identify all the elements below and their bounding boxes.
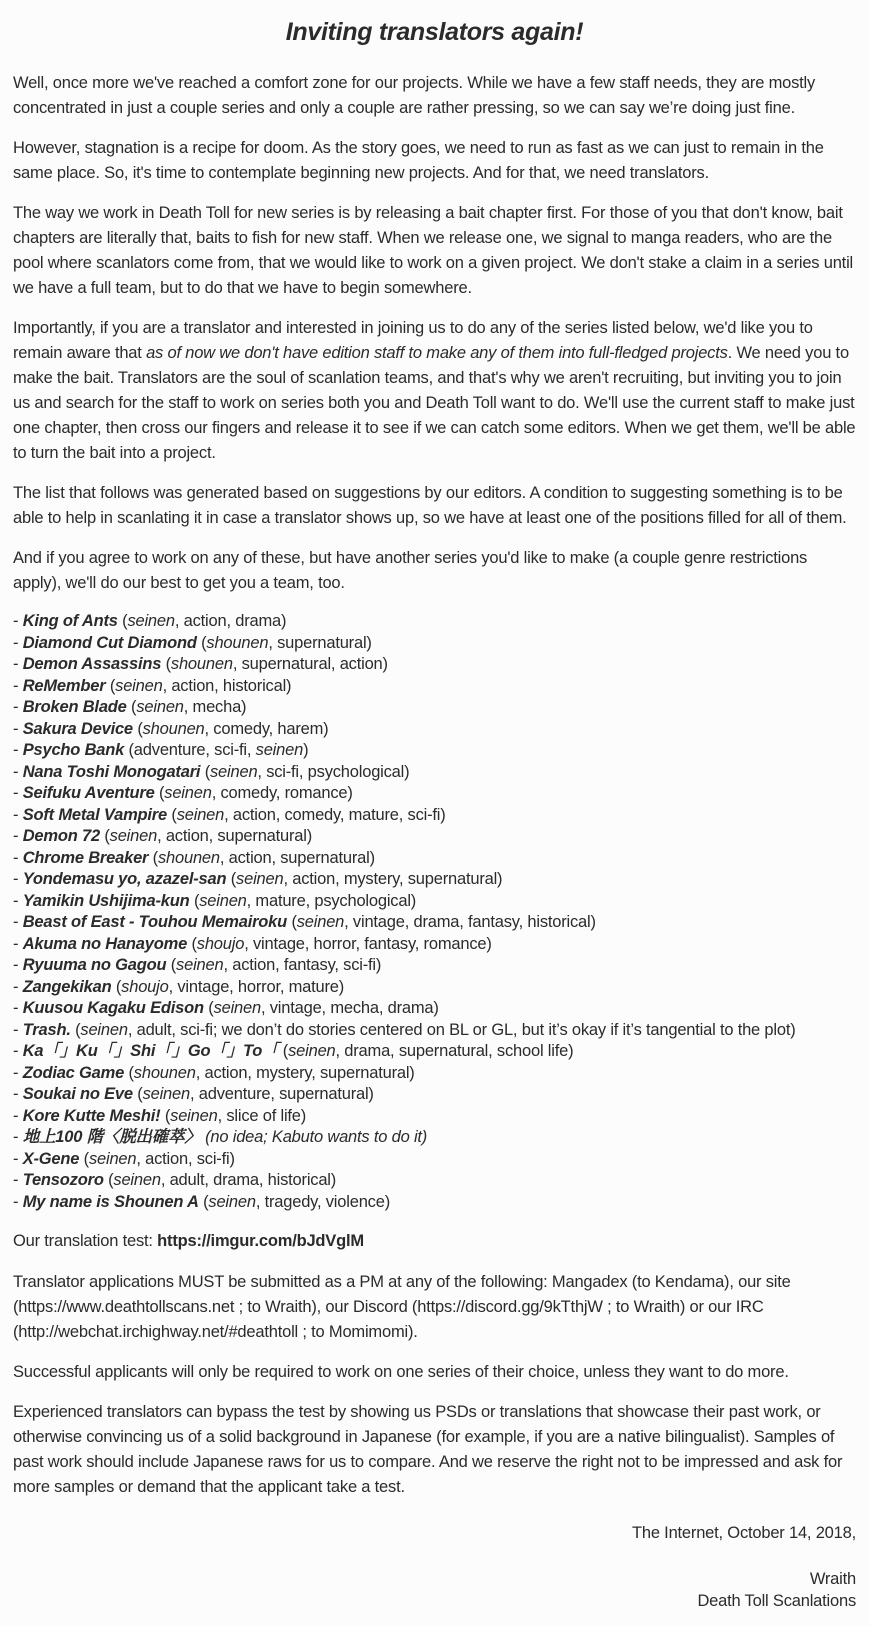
text-run: seinen — [115, 676, 163, 695]
paragraph: The list that follows was generated based on suggestions by our editors. A condition to suggesting something is to be able to help in scanlating it in case a translator shows up, so we have at least one of the positions filled for all of them. — [13, 484, 847, 527]
series-title: ReMember — [22, 676, 106, 695]
series-item: - Ryuuma no Gagou (seinen, action, fantasy, sci-fi) — [13, 956, 382, 974]
signature-dateline: The Internet, October 14, 2018, — [631, 1524, 856, 1542]
text-run: seinen — [80, 1020, 128, 1039]
paragraph: Importantly, if you are a translator and interested in joining us to do any of the series listed below, we'd like you to remain aware that as of now we don't have edition staff to make any of them into full-fledged projects. We need you to make the bait. Translators are the soul of scanlation teams, and that's why we aren't recruiting, but inviting you to join us and search for the staff to work on series both you and Death Toll want to do. We'll use the current staff to make just one chapter, then cross our fingers and release it to see if we can catch some editors. When we get them, we'll be able to turn the bait into a project. — [13, 319, 856, 462]
series-item: - Demon 72 (seinen, action, supernatural) — [13, 827, 313, 845]
text-run: seinen — [164, 784, 212, 802]
text-run: seinen — [255, 741, 304, 759]
text-run: seinen — [296, 913, 345, 931]
series-item: - Demon Assassins (shounen, supernatural, action) — [13, 655, 388, 673]
text-run: seinen — [208, 1192, 256, 1211]
paragraph: However, stagnation is a recipe for doom. As the story goes, we need to run as fast as we can just to remain in the same place. So, it's time to contemplate beginning new projects. And for that, we need translators. — [13, 139, 824, 182]
paragraph: Successful applicants will only be required to work on one series of their choice, unless they want to do more. — [13, 1363, 789, 1381]
text-run: seinen — [210, 762, 258, 781]
series-item: - Kuusou Kagaku Edison (seinen, vintage, mecha, drama) — [13, 999, 439, 1017]
series-title: Diamond Cut Diamond — [22, 633, 197, 652]
series-title: 地上100 階〈脱出確萃〉 — [22, 1128, 201, 1146]
series-item: - My name is Shounen A (seinen, tragedy, violence) — [13, 1192, 390, 1211]
outro-paragraphs — [13, 1270, 856, 1500]
series-item: - Soft Metal Vampire (seinen, action, comedy, mature, sci-fi) — [13, 805, 446, 824]
series-title: Broken Blade — [22, 698, 127, 716]
series-item: - Diamond Cut Diamond (shounen, supernatural) — [13, 633, 372, 652]
series-title: Yondemasu yo, azazel-san — [22, 870, 227, 888]
series-item: - Beast of East - Touhou Memairoku (seinen, vintage, drama, fantasy, historical) — [13, 913, 596, 931]
series-item: - Zangekikan (shoujo, vintage, horror, mature) — [13, 977, 345, 996]
signature-group: Death Toll Scanlations — [697, 1592, 856, 1610]
paragraph: And if you agree to work on any of these, but have another series you'd like to make (a couple genre restrictions apply), we'll do our best to get you a team, too. — [13, 549, 808, 592]
text-run: as of now we don't have edition staff to make any of them into full-fledged projects — [146, 344, 728, 362]
series-title: Kore Kutte Meshi! — [22, 1106, 161, 1125]
text-run: seinen — [199, 891, 247, 910]
series-list — [13, 611, 856, 1213]
series-title: Beast of East - Touhou Memairoku — [22, 913, 288, 931]
series-item: - Ka「」Ku「」Shi「」Go「」To「 (seinen, drama, supernatural, school life) — [13, 1042, 574, 1060]
text-run: seinen — [109, 827, 158, 845]
series-title: X-Gene — [22, 1149, 80, 1168]
paragraph: Translator applications MUST be submitted as a PM at any of the following: Mangadex (to Kendama), our site (https://www.deathtollscans.net ; to Wraith), our Discord (https://discord.gg/9kTthjW ; to Wraith) or our IRC (http://webchat.irchighway.net/#deathtoll ; to Momimomi). — [13, 1273, 791, 1341]
series-title: Yamikin Ushijima-kun — [22, 891, 190, 910]
series-item: - King of Ants (seinen, action, drama) — [13, 612, 287, 630]
series-title: Demon Assassins — [22, 655, 162, 673]
text-run: seinen — [88, 1149, 137, 1168]
series-title: Trash. — [22, 1020, 71, 1039]
text-run: seinen — [176, 805, 225, 824]
series-title: Psycho Bank — [22, 741, 125, 759]
paragraph: Well, once more we've reached a comfort zone for our projects. While we have a few staff needs, they are mostly concentrated in just a couple series and only a couple are rather pressing, so we can say we’re doing just fine. — [13, 74, 816, 117]
series-item: - Soukai no Eve (seinen, adventure, supernatural) — [13, 1085, 374, 1103]
series-item: - Broken Blade (seinen, mecha) — [13, 698, 247, 716]
series-item: - Yondemasu yo, azazel-san (seinen, action, mystery, supernatural) — [13, 870, 503, 888]
series-title: Ryuuma no Gagou — [22, 956, 167, 974]
series-item: - Seifuku Aventure (seinen, comedy, romance) — [13, 784, 353, 802]
series-title: Soukai no Eve — [22, 1085, 133, 1103]
text-run: shounen — [142, 719, 205, 738]
text-run: seinen — [213, 999, 261, 1017]
text-run: seinen — [127, 612, 175, 630]
text-run: https://imgur.com/bJdVglM — [157, 1232, 364, 1250]
translation-test-line: Our translation test: https://imgur.com/bJdVglM — [13, 1232, 364, 1250]
text-run: seinen — [142, 1085, 190, 1103]
text-run: seinen — [113, 1171, 161, 1189]
text-run: shounen — [133, 1063, 196, 1082]
series-item: - Chrome Breaker (shounen, action, supernatural) — [13, 848, 375, 867]
series-title: My name is Shounen A — [22, 1192, 199, 1211]
series-item: - Kore Kutte Meshi! (seinen, slice of life) — [13, 1106, 307, 1125]
series-title: Zangekikan — [22, 977, 112, 996]
text-run: seinen — [236, 870, 284, 888]
intro-paragraphs — [13, 71, 856, 596]
series-item: - Tensozoro (seinen, adult, drama, historical) — [13, 1171, 337, 1189]
text-run: shounen — [206, 633, 269, 652]
series-item: - Akuma no Hanayome (shoujo, vintage, horror, fantasy, romance) — [13, 934, 492, 953]
series-title: Chrome Breaker — [22, 848, 149, 867]
series-item: - Yamikin Ushijima-kun (seinen, mature, psychological) — [13, 891, 417, 910]
series-title: Kuusou Kagaku Edison — [22, 999, 204, 1017]
text-run: seinen — [170, 1106, 218, 1125]
series-item: - Zodiac Game (shounen, action, mystery, supernatural) — [13, 1063, 415, 1082]
text-run: shoujo — [121, 977, 169, 996]
series-item: - X-Gene (seinen, action, sci-fi) — [13, 1149, 235, 1168]
text-run: seinen — [288, 1042, 336, 1060]
series-title: Akuma no Hanayome — [22, 934, 188, 953]
series-item: - 地上100 階〈脱出確萃〉 (no idea; Kabuto wants to do it) — [13, 1128, 428, 1146]
paragraph: Experienced translators can bypass the test by showing us PSDs or translations that showcase their past work, or otherwise convincing us of a solid background in Japanese (for example, if you are a native bilingualist). Samples of past work should include Japanese raws for us to compare. And we reserve the right not to be impressed and ask for more samples or demand that the applicant take a test. — [13, 1403, 843, 1496]
series-title: Sakura Device — [22, 719, 133, 738]
series-title: Nana Toshi Monogatari — [22, 762, 201, 781]
series-item: - Trash. (seinen, adult, sci-fi; we don’t do stories centered on BL or GL, but it’s okay if it’s tangential to the plot) — [13, 1020, 796, 1039]
series-title: Tensozoro — [22, 1171, 104, 1189]
series-title: Ka「」Ku「」Shi「」Go「」To「 — [22, 1042, 279, 1060]
series-item: - Nana Toshi Monogatari (seinen, sci-fi, psychological) — [13, 762, 410, 781]
signature-name: Wraith — [809, 1570, 856, 1588]
series-title: Zodiac Game — [22, 1063, 125, 1082]
text-run: (no idea; Kabuto wants to do it) — [205, 1128, 428, 1146]
text-run: seinen — [176, 956, 224, 974]
series-title: Demon 72 — [22, 827, 100, 845]
series-title: Soft Metal Vampire — [22, 805, 168, 824]
page-title: Inviting translators again! — [285, 18, 584, 46]
paragraph: The way we work in Death Toll for new series is by releasing a bait chapter first. For those of you that don't know, bait chapters are literally that, baits to fish for new staff. When we release one, we signal to manga readers, who are the pool where scanlators come from, that we would like to work on a given project. We don't stake a claim in a series until we have a full team, but to do that we have to begin somewhere. — [13, 204, 854, 297]
text-run: seinen — [136, 698, 184, 716]
text-run: shounen — [157, 848, 220, 867]
signature-block — [13, 1522, 856, 1612]
text-run: shounen — [170, 655, 233, 673]
series-item: - Sakura Device (shounen, comedy, harem) — [13, 719, 329, 738]
series-item: - ReMember (seinen, action, historical) — [13, 676, 292, 695]
series-item: - Psycho Bank (adventure, sci-fi, seinen) — [13, 741, 309, 759]
text-run: shoujo — [196, 934, 245, 953]
series-title: King of Ants — [22, 612, 118, 630]
series-title: Seifuku Aventure — [22, 784, 155, 802]
